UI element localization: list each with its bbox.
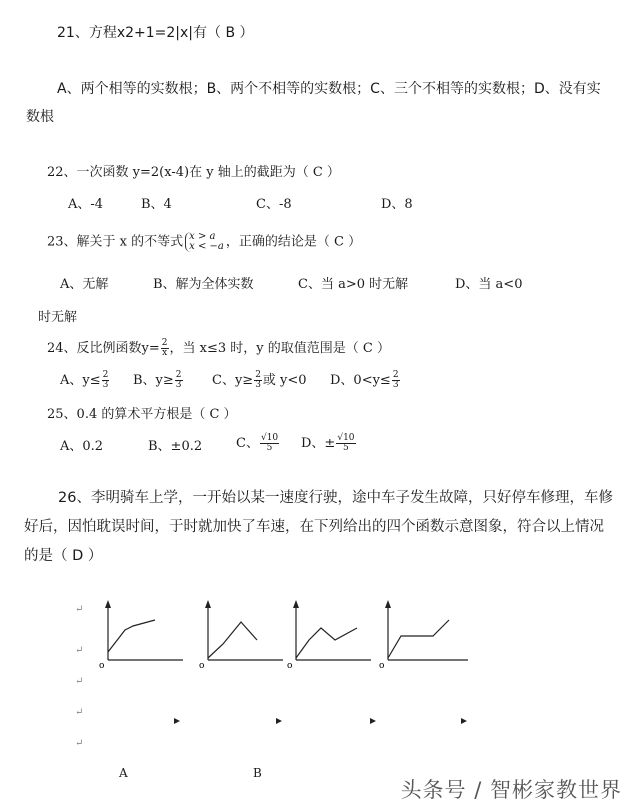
q25-option-d	[301, 434, 357, 453]
graph-d	[375, 600, 470, 670]
frac-den: 3	[255, 380, 261, 390]
q22-option-a: A、-4	[68, 197, 104, 212]
q21-options: A、两个相等的实数根；B、两个不相等的实数根；C、三个不相等的实数根；D、没有实	[57, 81, 601, 97]
q25-option-b: B、±0.2	[148, 439, 203, 454]
graph-a-origin: o	[99, 661, 105, 670]
q23-sys-top: x > a	[189, 231, 216, 242]
q23-option-a: A、无解	[60, 277, 109, 292]
q21-options-cont: 数根	[26, 109, 54, 125]
q24-a-frac	[102, 371, 110, 390]
q24-func-fraction	[161, 339, 169, 358]
graph-b-curve	[208, 622, 257, 658]
q25-c-text: C、	[236, 436, 259, 451]
q22-option-c: C、-8	[256, 197, 292, 212]
paragraph-mark: ↵	[75, 738, 84, 749]
graph-a-curve	[108, 620, 155, 652]
axis-arrow-mark	[276, 718, 284, 726]
q25-option-a: A、0.2	[60, 439, 104, 454]
q25-c-frac	[260, 434, 279, 453]
q23-option-d: D、当 a<0	[455, 277, 523, 292]
q22-title: 22、一次函数 y=2(x-4)在 y 轴上的截距为（ C ）	[47, 165, 340, 180]
q24-b-text: B、y≥	[133, 373, 174, 388]
graph-b-arrow	[205, 600, 211, 608]
q23-inequality-system	[185, 232, 224, 252]
graph-b	[195, 600, 285, 670]
graph-label-b: B	[253, 766, 262, 780]
q26-line2: 好后，因怕耽误时间，于时就加快了车速，在下列给出的四个函数示意图象，符合以上情况	[24, 519, 604, 535]
q22-option-d: D、8	[381, 197, 413, 212]
q24-option-a	[60, 371, 110, 390]
q24-c-frac	[254, 371, 262, 390]
q24-d-text: D、0<y≤	[330, 373, 391, 388]
frac-num: 2	[392, 370, 399, 380]
frac-num: 2	[102, 370, 109, 380]
frac-den: 3	[392, 380, 399, 390]
q24-func-den: x	[162, 348, 168, 358]
watermark: 头条号 / 智彬家教世界	[400, 778, 622, 802]
q24-c-post: 或 y<0	[262, 373, 307, 388]
q26-line1: 26、李明骑车上学，一开始以某一速度行驶，途中车子发生故障，只好停车修理，车修	[58, 490, 613, 506]
frac-den: 3	[102, 380, 109, 390]
q24-suffix: ，当 x≤3 时，y 的取值范围是（ C ）	[169, 341, 390, 356]
q24-option-b	[133, 371, 184, 390]
paragraph-mark: ↵	[75, 676, 84, 687]
frac-den: 5	[343, 443, 349, 453]
q25-option-c	[236, 434, 280, 453]
q24-option-c	[212, 371, 307, 390]
graph-d-arrow	[385, 600, 391, 608]
q23-prefix: 23、解关于 x 的不等式	[47, 234, 184, 250]
q24-d-frac	[392, 371, 400, 390]
frac-den: 3	[175, 380, 182, 390]
graph-a	[95, 600, 185, 670]
graph-c	[283, 600, 373, 670]
q25-d-text: D、±	[301, 436, 336, 451]
q23-option-c: C、当 a>0 时无解	[298, 277, 409, 292]
frac-num: √10	[260, 433, 279, 443]
q24-option-d	[330, 371, 401, 390]
q23-title	[47, 232, 361, 252]
q24-func-lhs: y=	[141, 341, 160, 356]
q24-a-text: A、y≤	[60, 373, 101, 388]
graph-label-a: A	[119, 766, 128, 780]
q21-title: 21、方程x2+1=2|x|有（ B ）	[57, 25, 254, 41]
q26-line3: 的是（ D ）	[24, 548, 103, 564]
graph-c-origin: o	[287, 661, 293, 670]
frac-num: √10	[337, 433, 355, 443]
q24-title	[47, 339, 390, 358]
graph-d-curve	[388, 620, 449, 658]
graph-d-origin: o	[379, 661, 385, 670]
axis-arrow-mark	[461, 718, 469, 726]
paragraph-mark: ↵	[75, 604, 84, 615]
paragraph-mark: ↵	[75, 645, 84, 656]
axis-arrow-mark	[174, 718, 182, 726]
axis-arrow-mark	[370, 718, 378, 726]
q23-option-d-cont: 时无解	[38, 310, 78, 325]
q25-d-frac	[336, 434, 355, 453]
paragraph-mark: ↵	[75, 707, 84, 718]
q25-title: 25、0.4 的算术平方根是（ C ）	[47, 407, 237, 422]
q22-option-b: B、4	[141, 197, 172, 212]
graph-b-origin: o	[199, 661, 205, 670]
q24-b-frac	[175, 371, 183, 390]
frac-num: 2	[255, 370, 261, 380]
q23-option-b: B、解为全体实数	[153, 277, 254, 292]
q24-c-text: C、y≥	[212, 373, 254, 388]
frac-num: 2	[175, 370, 182, 380]
graph-c-curve	[296, 628, 357, 658]
q23-suffix: ，正确的结论是（ C ）	[225, 234, 362, 250]
q24-func-num: 2	[161, 338, 168, 348]
frac-den: 5	[266, 443, 273, 453]
graph-a-arrow	[105, 600, 111, 608]
q23-sys-bottom: x < −a	[189, 241, 224, 252]
q24-prefix: 24、反比例函数	[47, 341, 142, 356]
graph-c-arrow	[293, 600, 299, 608]
